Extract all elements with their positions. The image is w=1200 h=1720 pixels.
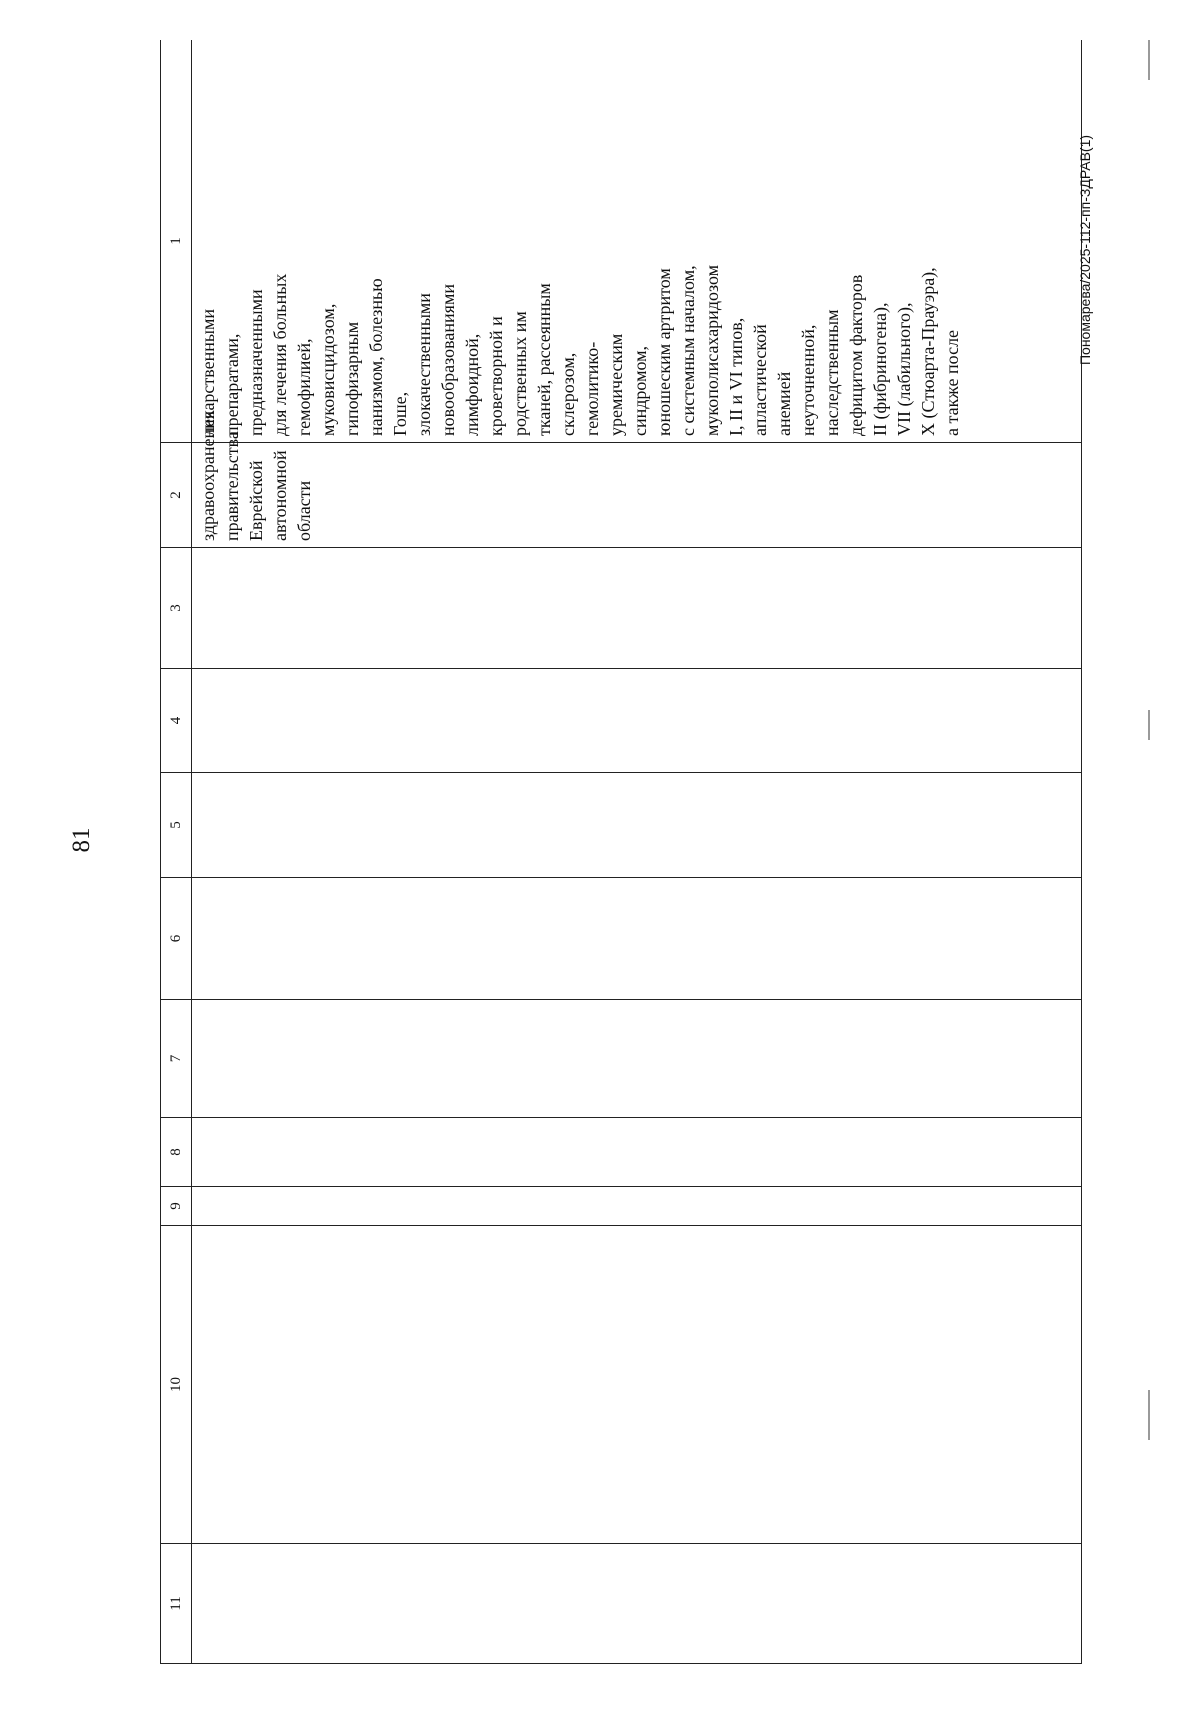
- cell-col7: [192, 1000, 1082, 1118]
- scan-artifact: [1148, 1390, 1150, 1440]
- column-header-5: 5: [161, 773, 192, 878]
- cell-col10: [192, 1226, 1082, 1544]
- table-container: [160, 40, 1082, 1664]
- column-header-1: 1: [161, 40, 192, 443]
- scan-artifact: [1148, 40, 1150, 80]
- scan-artifact: [1148, 710, 1150, 740]
- column-header-3: 3: [161, 548, 192, 669]
- cell-col8: [192, 1118, 1082, 1187]
- column-header-6: 6: [161, 878, 192, 1000]
- header-row: [161, 40, 192, 1664]
- cell-col1: лекарственными препаратами, предназначенными для лечения больных гемофилией, муковисцидозом, гипофизарным нанизмом, болезнью Гоше, злокачественными новообразованиями лимфоидной, кроветворной и родственных им тканей, рассеянным склерозом, гемолитико- уремическим синдромом, юношеским артритом с системным началом, мукополисахаридозом I, II и VI типов, апластической анемией неуточненной, наследственным дефицитом факторов II (фибриногена), VII (лабильного), X (Стюарта-Прауэра), а также после: [192, 40, 1082, 443]
- cell-col5: [192, 773, 1082, 878]
- cell-col2: здравоохранения правительства Еврейской автономной области: [192, 443, 1082, 548]
- column-header-2: 2: [161, 443, 192, 548]
- rotated-table: [160, 40, 1082, 1664]
- page-number: 81: [68, 827, 95, 853]
- document-code: Пономарева/2025-112-пп-ЗДРАВ(1): [1077, 134, 1093, 366]
- column-header-11: 11: [161, 1544, 192, 1664]
- column-header-8: 8: [161, 1118, 192, 1187]
- cell-col4: [192, 669, 1082, 773]
- column-header-7: 7: [161, 1000, 192, 1118]
- cell-col9: [192, 1187, 1082, 1226]
- column-header-10: 10: [161, 1226, 192, 1544]
- table-row: [192, 40, 1082, 1664]
- cell-col6: [192, 878, 1082, 1000]
- cell-col3: [192, 548, 1082, 669]
- cell-col11: [192, 1544, 1082, 1664]
- column-header-4: 4: [161, 669, 192, 773]
- column-header-9: 9: [161, 1187, 192, 1226]
- data-table: [160, 40, 1082, 1664]
